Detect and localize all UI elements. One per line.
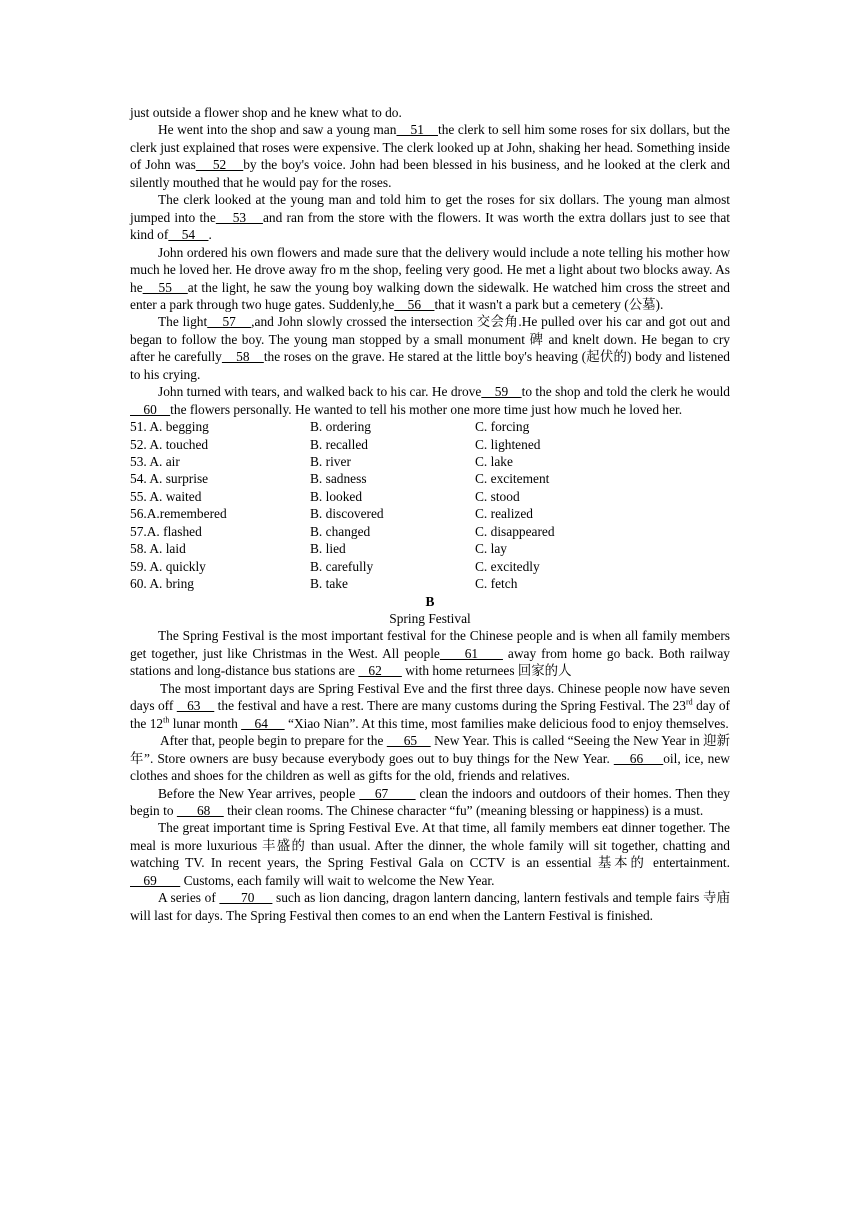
paragraph-a2 [130, 191, 730, 243]
blank-57: 57 [207, 314, 252, 330]
option-a: 54. A. surprise [130, 471, 209, 487]
paragraph-text: the clerk to sell him some roses for six dollars, but the clerk just explained that roses were expensive. The clerk looked up at John, shaking her head. Something inside of John was [130, 122, 730, 173]
option-row-51 [130, 418, 730, 435]
paragraph-text: the roses on the grave. He stared at the little boy's heaving (起伏的) body and listened to his crying. [130, 349, 730, 382]
option-a: 52. A. touched [130, 436, 209, 452]
option-c: C. lake [475, 454, 513, 470]
option-b: B. river [310, 454, 351, 470]
paragraph-text: A series of [158, 890, 220, 906]
document-page [130, 104, 730, 924]
paragraph-text: After that, people begin to prepare for the [160, 733, 387, 749]
option-c: C. forcing [475, 419, 530, 435]
paragraph-b6 [130, 889, 730, 924]
option-b: B. discovered [310, 506, 384, 522]
option-a: 60. A. bring [130, 576, 194, 592]
blank-55: 55 [142, 279, 188, 295]
option-c: C. fetch [475, 576, 518, 592]
superscript: rd [685, 697, 693, 707]
option-a: 59. A. quickly [130, 558, 206, 574]
answer-options [130, 418, 730, 592]
paragraph-b2 [130, 680, 730, 732]
blank-56: 56 [394, 296, 435, 312]
paragraph-text: with home returnees 回家的人 [401, 663, 572, 679]
blank-58: 58 [221, 349, 264, 365]
option-row-57 [130, 523, 730, 540]
blank-52: 52 [195, 157, 244, 173]
blank-70: 70 [219, 890, 273, 906]
paragraph-text: The clerk looked at the young man and told him to get the roses for six dollars. The young man almost jumped into the [130, 192, 730, 225]
blank-63: 63 [176, 698, 215, 714]
paragraph-text: and ran from the store with the flowers. It was worth the extra dollars just to see that kind of [130, 209, 731, 243]
option-b: B. ordering [310, 419, 371, 435]
paragraph-a4 [130, 313, 730, 383]
option-b: B. take [310, 576, 348, 592]
paragraph-text: oil, ice, new clothes and shoes for the children as well as gifts for the old, friends and relatives. [130, 750, 730, 784]
paragraph-b4 [130, 785, 730, 820]
paragraph-text: The great important time is Spring Festival Eve. At that time, all family members eat dinner together. The meal is more luxurious 丰盛的 than usual. After the dinner, the whole family will sit together, chatting and watching TV. In recent years, the Spring Festival Gala on CCTV is an essential 基本的 entertainment. [130, 820, 730, 871]
option-b: B. recalled [310, 436, 368, 452]
blank-65: 65 [386, 733, 431, 749]
option-a: 51. A. begging [130, 419, 209, 435]
paragraph-text: John turned with tears, and walked back to his car. He drove [158, 384, 482, 400]
option-b: B. carefully [310, 558, 374, 574]
paragraph-text: The Spring Festival is the most important festival for the Chinese people and is when all family members get together, just like Christmas in the West. All people [130, 628, 730, 661]
option-row-55 [130, 488, 730, 505]
paragraph-text: . [208, 227, 212, 243]
blank-68: 68 [176, 802, 224, 818]
paragraph-text: that it wasn't a park but a cemetery (公墓). [434, 296, 664, 312]
paragraph-text: just outside a flower shop and he knew what to do. [130, 105, 402, 120]
blank-62: 62 [358, 663, 402, 679]
option-row-54 [130, 470, 730, 487]
option-a: 55. A. waited [130, 488, 202, 504]
option-c: C. disappeared [475, 523, 555, 539]
option-c: C. lightened [475, 436, 541, 452]
option-b: B. sadness [310, 471, 367, 487]
option-row-53 [130, 453, 730, 470]
option-row-58 [130, 540, 730, 557]
option-row-60 [130, 575, 730, 592]
paragraph-b3 [130, 732, 730, 784]
superscript: th [163, 715, 170, 725]
paragraph-a3 [130, 244, 730, 314]
paragraph-a5 [130, 383, 730, 418]
option-c: C. stood [475, 488, 520, 504]
option-row-52 [130, 436, 730, 453]
paragraph-b5 [130, 819, 730, 889]
blank-59: 59 [481, 384, 522, 400]
paragraph-a0 [130, 104, 730, 121]
paragraph-text: ,and John slowly crossed the intersection 交会角.He pulled over his car and got out and began to follow the boy. The young man stopped by a small monument 碑 and knelt down. He began to cry after he carefully [130, 314, 731, 365]
paragraph-text: the festival and have a rest. There are many customs during the Spring Festival. The 23 [214, 698, 686, 714]
option-c: C. excitedly [475, 558, 540, 574]
option-b: B. lied [310, 541, 346, 557]
option-c: C. lay [475, 541, 507, 557]
option-row-59 [130, 558, 730, 575]
section-letter: B [425, 593, 435, 609]
paragraph-text: Before the New Year arrives, people [158, 785, 360, 801]
paragraph-text: to the shop and told the clerk he would [521, 384, 730, 400]
option-a: 56.A.remembered [130, 506, 227, 522]
passage-title: Spring Festival [389, 610, 471, 626]
paragraph-text: John ordered his own flowers and made sure that the delivery would include a note telling his mother how much he loved her. He drove away fro m the shop, feeling very good. He met a light about two blocks away. As he [130, 244, 730, 295]
paragraph-text: The light [158, 314, 208, 330]
option-a: 57.A. flashed [130, 523, 202, 539]
paragraph-text: by the boy's voice. John had been blessed in his business, and he looked at the clerk and silently mouthed that he would pay for the roses. [130, 157, 731, 190]
paragraph-a1 [130, 121, 730, 191]
paragraph-text: the flowers personally. He wanted to tell his mother one more time just how much he loved her. [170, 401, 683, 417]
paragraph-text: their clean rooms. The Chinese character “fu” (meaning blessing or happiness) is a must. [223, 802, 704, 818]
paragraph-text: clean the indoors and outdoors of their homes. Then they begin to [130, 785, 730, 818]
option-b: B. changed [310, 523, 371, 539]
blank-67: 67 [359, 785, 416, 801]
blank-64: 64 [241, 715, 285, 731]
paragraph-text: such as lion dancing, dragon lantern dancing, lantern festivals and temple fairs 寺庙 will last for days. The Spring Festival then comes to an end when the Lantern Festival is finished. [130, 890, 730, 923]
blank-66: 66 [613, 750, 664, 766]
blank-54: 54 [168, 227, 209, 243]
blank-51: 51 [396, 122, 439, 138]
paragraph-text: The most important days are Spring Festival Eve and the first three days. Chinese people now have seven days off [130, 680, 730, 714]
blank-60: 60 [130, 401, 171, 417]
blank-61: 61 [439, 645, 503, 661]
option-a: 53. A. air [130, 454, 180, 470]
blank-53: 53 [215, 209, 263, 225]
paragraph-text: lunar month [169, 715, 242, 731]
paragraph-text: away from home go back. Both railway stations and long-distance bus stations are [130, 645, 730, 679]
option-a: 58. A. laid [130, 541, 186, 557]
paragraph-b1 [130, 627, 730, 679]
option-b: B. looked [310, 488, 363, 504]
paragraph-text: He went into the shop and saw a young man [158, 122, 397, 138]
option-c: C. excitement [475, 471, 550, 487]
paragraph-text: day of the 12 [130, 698, 731, 731]
option-c: C. realized [475, 506, 533, 522]
paragraph-text: “Xiao Nian”. At this time, most families make delicious food to enjoy themselves. [284, 715, 729, 731]
blank-69: 69 [130, 872, 181, 888]
paragraph-text: at the light, he saw the young boy walking down the sidewalk. He watched him cross the street and enter a park through two huge gates. Suddenly,he [130, 279, 730, 312]
paragraph-text: Customs, each family will wait to welcome the New Year. [180, 872, 495, 888]
paragraph-text: New Year. This is called “Seeing the New Year in 迎新年”. Store owners are busy because everybody goes out to buy things for the New Year. [130, 733, 730, 766]
option-row-56 [130, 505, 730, 522]
